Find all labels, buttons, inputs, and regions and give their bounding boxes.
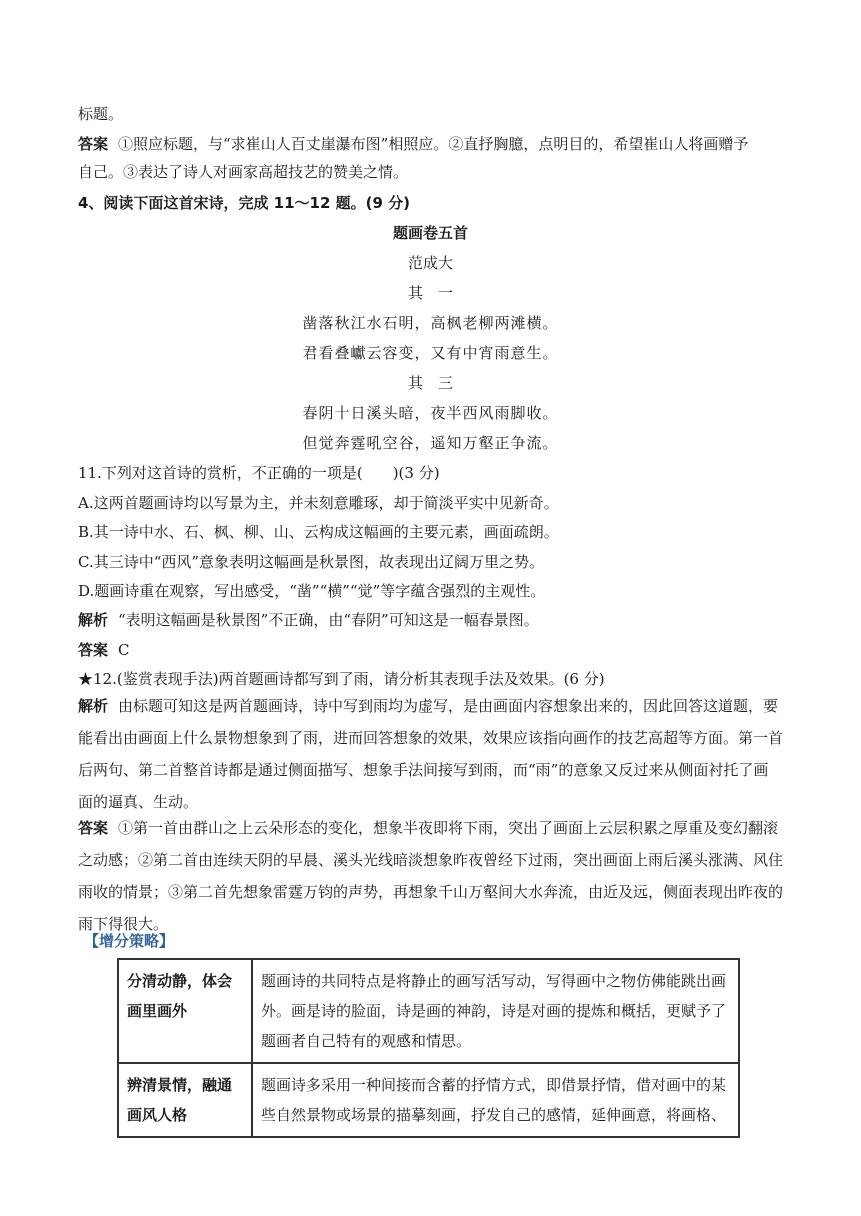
answer-10-text: ①照应标题，与“求崔山人百丈崖瀑布图”相照应。②直抒胸臆，点明目的，希望崔山人将画赠予 [118,135,749,153]
question-11-option-c: C.其三诗中“西风”意象表明这幅画是秋景图，故表现出辽阔万里之势。 [78,553,545,571]
answer-label: 答案 [78,819,109,837]
strategy-row-head: 辨清景情，融通画风人格 [118,1063,252,1137]
question-12-answer [78,812,783,940]
answer-label: 答案 [78,641,109,659]
analysis-label: 解析 [78,697,109,715]
star-icon: ★ [78,670,94,688]
question-12-analysis-text: 由标题可知这是两首题画诗，诗中写到雨均为虚写，是由画面内容想象出来的，因此回答这道题，要能看出由画面上什么景物想象到了雨，进而回答想象的效果，效果应该指向画作的技艺高超等方面。第一首后两句、第二首整首诗都是通过侧面描写、想象手法间接写到雨，而“雨”的意象又反过来从侧面衬托了画面的逼真、生动。 [78,697,784,811]
poem-title: 题画卷五首 [392,224,468,242]
question-12-stem [78,668,778,690]
poem-part3-heading: 其 三 [407,374,453,392]
poem-part3-line2: 但觉奔霆吼空谷，遥知万壑正争流。 [302,434,559,452]
poem-part1-heading: 其 一 [407,284,453,302]
top-fragment: 标题。 [78,105,124,123]
poem-part3-line1: 春阴十日溪头暗，夜半西风雨脚收。 [302,404,559,422]
answer-10-line1 [78,133,778,155]
poem-author: 范成大 [407,254,453,272]
question-11-answer [78,639,778,661]
analysis-label: 解析 [78,611,109,629]
question-4-intro: 4、阅读下面这首宋诗，完成 11～12 题。(9 分) [78,194,411,212]
question-11-stem: 11.下列对这首诗的赏析，不正确的一项是( )(3 分) [78,464,440,482]
strategy-row-head: 分清动静，体会画里画外 [118,959,252,1063]
poem-part1-line1: 凿落秋江水石明，高枫老柳两滩横。 [302,314,559,332]
question-11-option-b: B.其一诗中水、石、枫、柳、山、云构成这幅画的主要元素，画面疏朗。 [78,523,559,541]
table-row [118,1063,739,1137]
answer-10-line2: 自己。③表达了诗人对画家高超技艺的赞美之情。 [78,163,409,181]
strategy-table [117,958,740,1138]
question-11-analysis-text: “表明这幅画是秋景图”不正确，由“春阴”可知这是一幅春景图。 [118,611,539,629]
poem-part1-line2: 君看叠巘云容变，又有中宵雨意生。 [302,344,559,362]
question-11-analysis [78,609,778,631]
question-11-answer-value: C [118,641,130,659]
answer-label: 答案 [78,135,109,153]
strategy-row-body: 题画诗的共同特点是将静止的画写活写动，写得画中之物仿佛能跳出画外。画是诗的脸面，诗是画的神韵，诗是对画的提炼和概括，更赋予了题画者自己特有的观感和情思。 [252,959,739,1063]
table-row [118,959,739,1063]
question-12-analysis [78,690,783,818]
strategy-tag: 【增分策略】 [84,932,175,950]
question-11-option-d: D.题画诗重在观察，写出感受，“凿”“横”“觉”等字蕴含强烈的主观性。 [78,582,546,600]
question-12-answer-text: ①第一首由群山之上云朵形态的变化，想象半夜即将下雨，突出了画面上云层积累之厚重及变幻翻滚之动感；②第二首由连续天阴的早晨、溪头光线暗淡想象昨夜曾经下过雨，突出画面上雨后溪头涨满、风住雨收的情景；③第二首先想象雷霆万钧的声势，再想象千山万壑间大水奔流，由近及远，侧面表现出昨夜的雨下得很大。 [78,819,784,933]
question-12-stem-text: 12.(鉴赏表现手法)两首题画诗都写到了雨，请分析其表现手法及效果。(6 分) [93,670,605,688]
question-11-option-a: A.这两首题画诗均以写景为主，并未刻意雕琢，却于简淡平实中见新奇。 [78,494,559,512]
strategy-row-body: 题画诗多采用一种间接而含蓄的抒情方式，即借景抒情，借对画中的某些自然景物或场景的描摹刻画，抒发自己的感情，延伸画意，将画格、 [252,1063,739,1137]
